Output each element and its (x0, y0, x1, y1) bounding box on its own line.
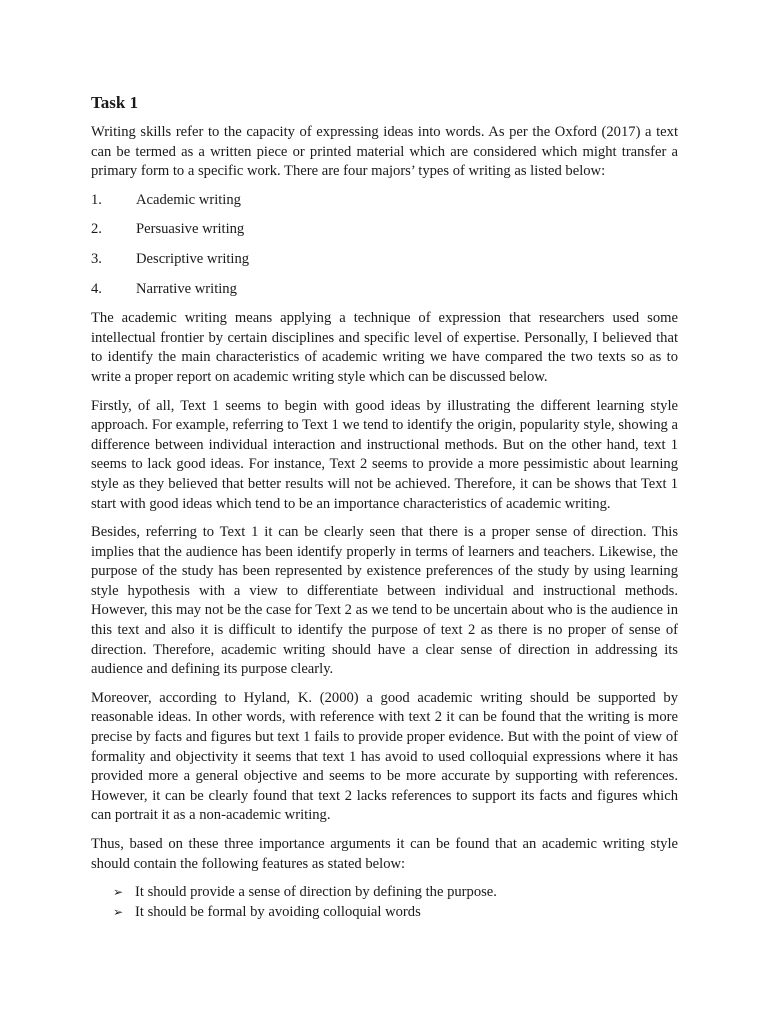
writing-types-list (91, 191, 678, 299)
intro-paragraph: Writing skills refer to the capacity of expressing ideas into words. As per the Oxford (2017) a text can be termed as a written piece or printed material which are considered which might transfer a primary form to a specific work. There are four majors’ types of writing as listed below: (91, 124, 678, 180)
list-label: Academic writing (136, 191, 241, 208)
list-label: Persuasive writing (136, 221, 245, 238)
list-number: 3. (91, 250, 102, 267)
feature-text: It should provide a sense of direction by defining the purpose. (135, 884, 497, 901)
list-number: 1. (91, 191, 102, 208)
body-paragraph: Thus, based on these three importance arguments it can be found that an academic writing style should contain the following features as stated below: (91, 836, 678, 872)
list-item (113, 883, 678, 903)
list-label: Descriptive writing (136, 250, 250, 267)
features-list (91, 883, 678, 922)
task-heading: Task 1 (91, 93, 139, 112)
list-item (91, 220, 678, 240)
arrow-bullet-icon: ➢ (113, 904, 124, 919)
list-item (91, 191, 678, 211)
document-page (91, 92, 678, 922)
list-item (91, 250, 678, 270)
feature-text: It should be formal by avoiding colloquial words (135, 903, 421, 920)
list-item (113, 903, 678, 923)
arrow-bullet-icon: ➢ (113, 885, 124, 900)
list-number: 2. (91, 221, 102, 238)
body-paragraph: Moreover, according to Hyland, K. (2000) a good academic writing should be supported by reasonable ideas. In other words, with reference with text 2 it can be found that the writing is more precise by facts and figures but text 1 fails to provide proper evidence. But with the point of view of formality and objectivity it seems that text 1 has avoid to used colloquial expressions where it has provided more a general objective and seems to be more accurate by supporting with references. However, it can be clearly found that text 2 lacks references to support its facts and figures which can portrait it as a non-academic writing. (91, 689, 678, 824)
body-paragraph: The academic writing means applying a technique of expression that researchers used some intellectual frontier by certain disciplines and specific level of expertise. Personally, I believed that to identify the main characteristics of academic writing we have compared the two texts so as to write a proper report on academic writing style which can be discussed below. (91, 310, 678, 385)
body-paragraph: Firstly, of all, Text 1 seems to begin with good ideas by illustrating the different learning style approach. For example, referring to Text 1 we tend to identify the origin, popularity style, showing a difference between individual interaction and instructional methods. But on the other hand, text 1 seems to lack good ideas. For instance, Text 2 seems to provide a more pessimistic about learning style as they believed that better results will not be achieved. Therefore, it can be shows that Text 1 start with good ideas which tend to be an importance characteristics of academic writing. (91, 397, 678, 512)
list-item (91, 280, 678, 300)
body-paragraph: Besides, referring to Text 1 it can be clearly seen that there is a proper sense of direction. This implies that the audience has been identify properly in terms of learners and teachers. Likewise, the purpose of the study has been represented by existence preferences of the study by using learning style hypothesis with a view to differentiate between individual and instructional methods. However, this may not be the case for Text 2 as we tend to be uncertain about who is the audience in this text and also it is difficult to identify the purpose of text 2 as there is no proper of sense of direction. Therefore, academic writing should have a clear sense of direction in addressing its audience and defining its purpose clearly. (91, 524, 678, 678)
list-number: 4. (91, 280, 102, 297)
list-label: Narrative writing (136, 280, 237, 297)
